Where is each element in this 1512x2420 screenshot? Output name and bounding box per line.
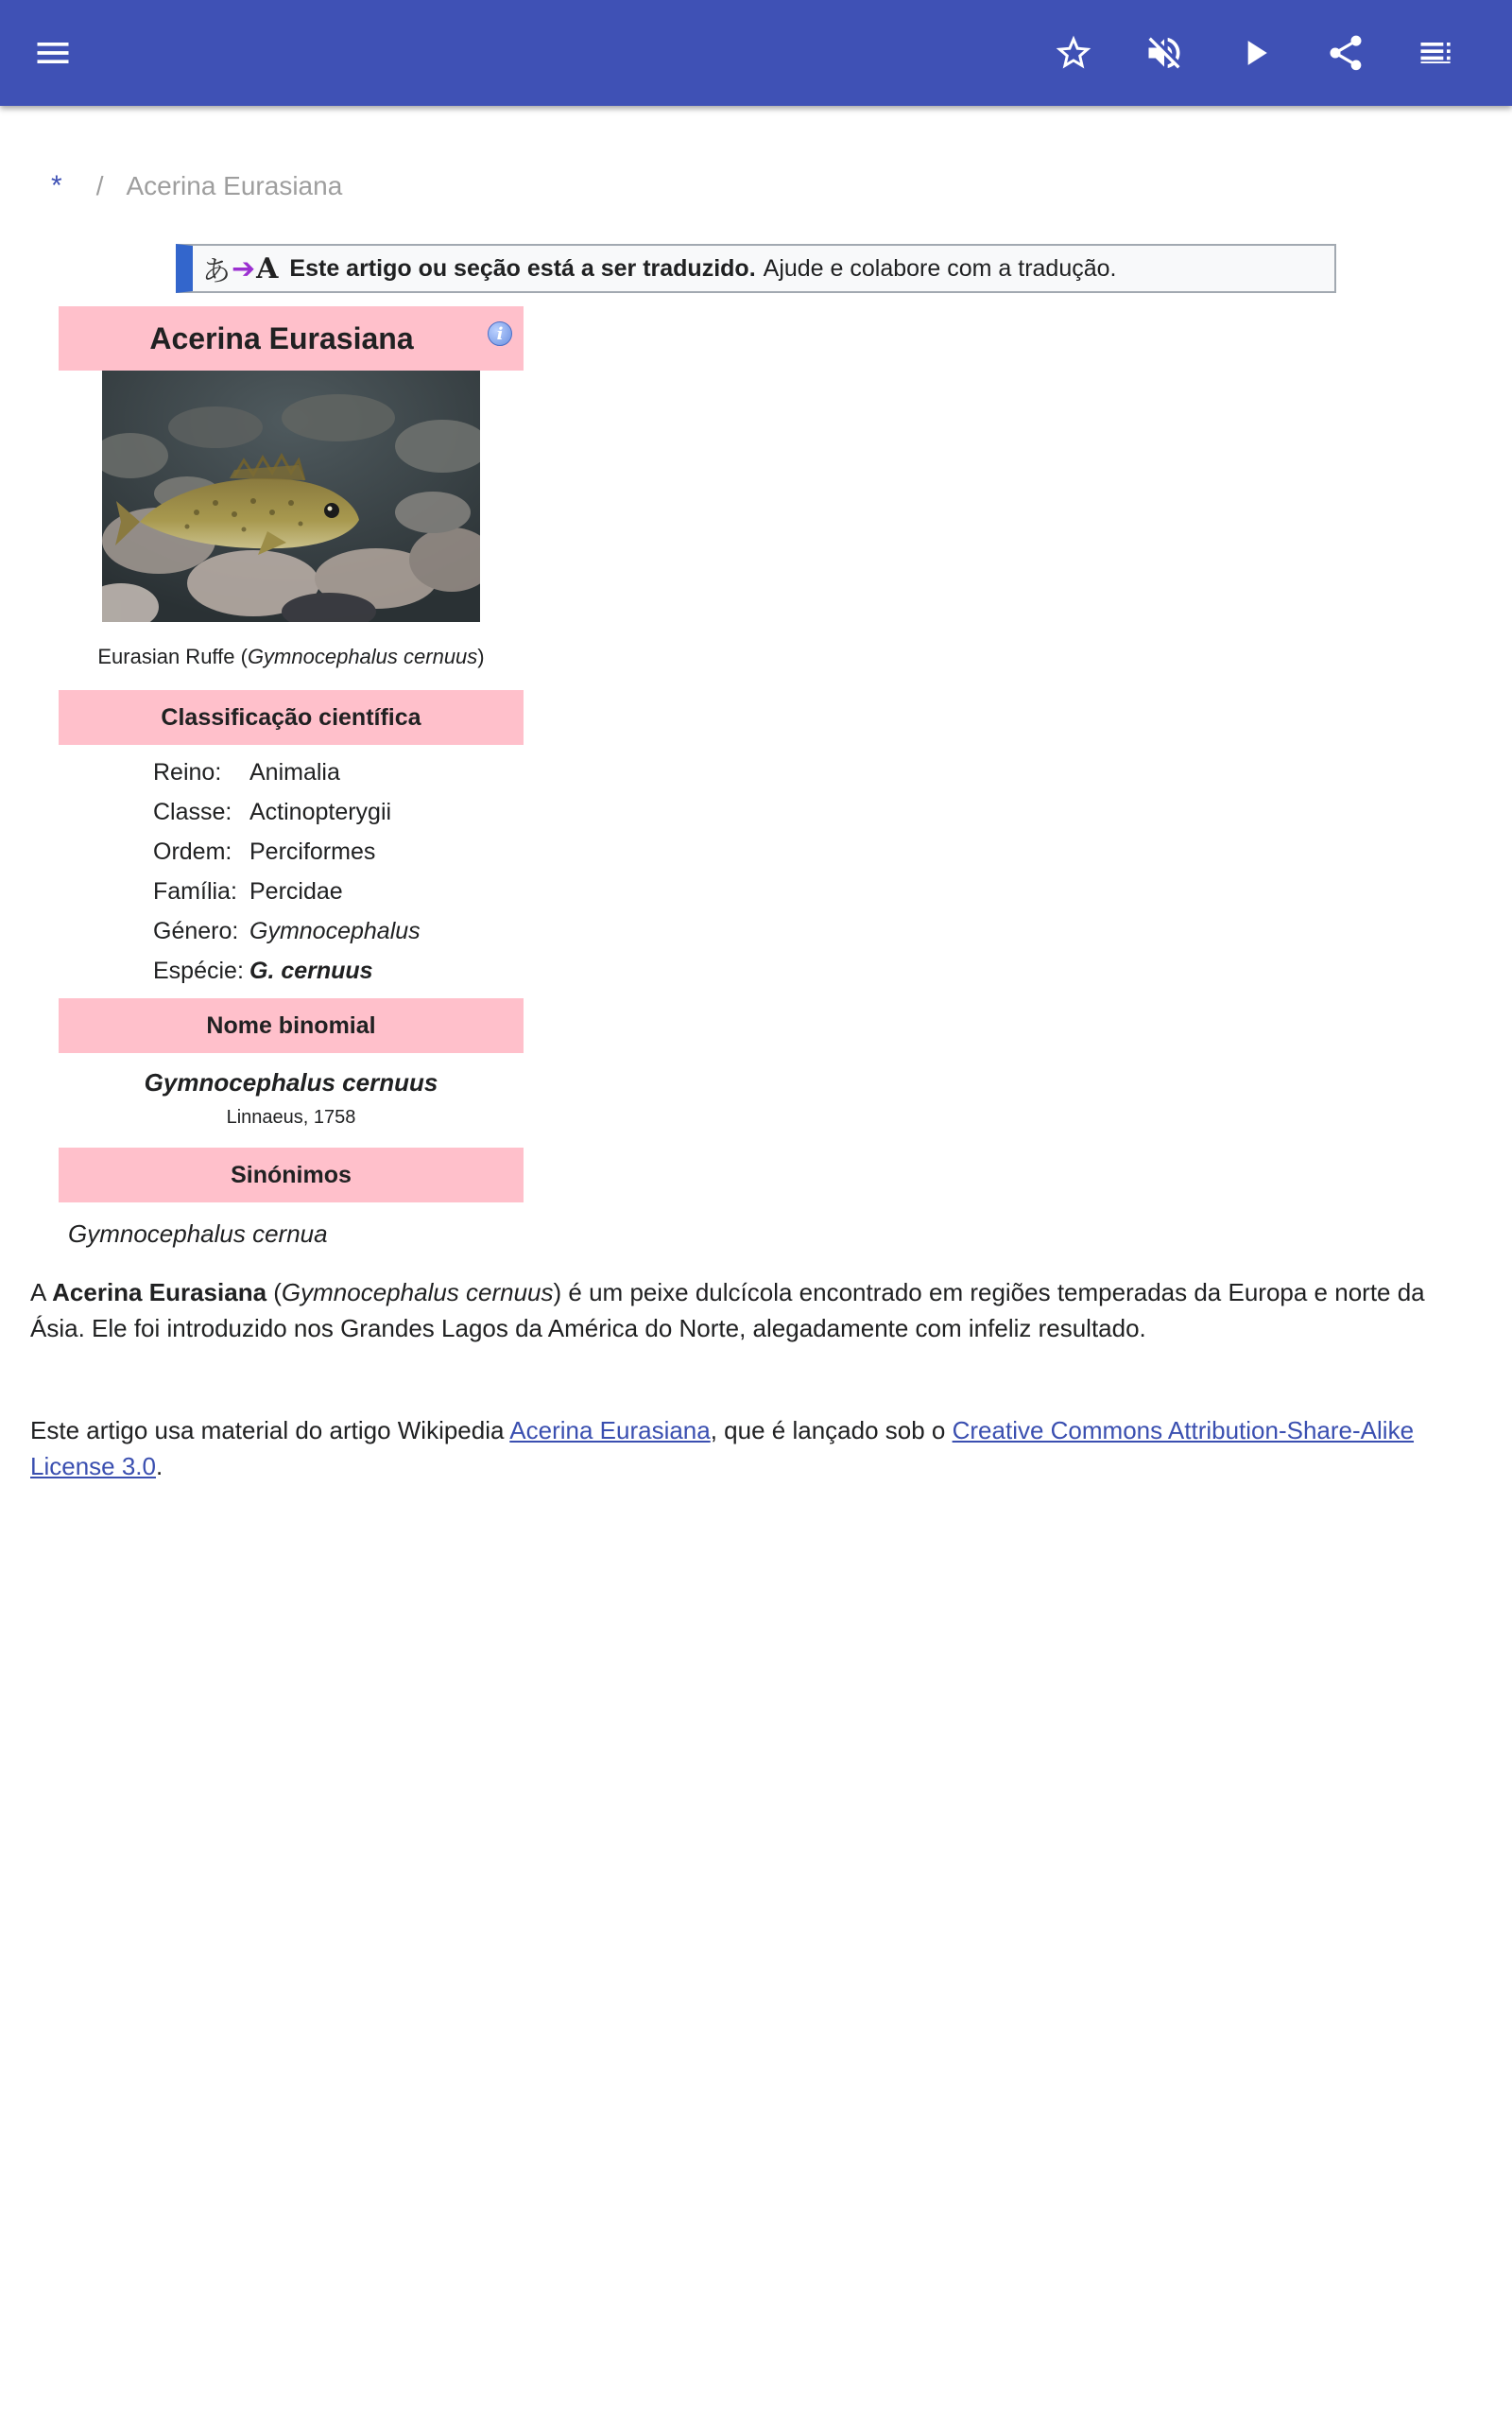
breadcrumb-current: Acerina Eurasiana: [126, 171, 343, 200]
article-paragraph: A Acerina Eurasiana (Gymnocephalus cernuus) é um peixe dulcícola encontrado em regiões temperadas da Europa e norte da Ásia. Ele foi introduzido nos Grandes Lagos da América do Norte, alegadamente com infeliz resultado.: [30, 1278, 1425, 1342]
license-link[interactable]: Creative Commons Attribution-Share-Alike License 3.0: [30, 1416, 1415, 1480]
taxonomy-row: Classe: Actinopterygii: [153, 798, 392, 825]
star-outline-icon[interactable]: [1045, 25, 1102, 81]
binomial-name: Gymnocephalus cernuus: [144, 1068, 438, 1097]
notice-bold-text: Este artigo ou seção está a ser traduzido.: [289, 254, 756, 282]
fish-photo[interactable]: [102, 371, 480, 622]
binomial-block: [59, 1053, 524, 1148]
volume-off-icon[interactable]: [1136, 25, 1193, 81]
playlist-icon[interactable]: [1408, 25, 1465, 81]
taxonomy-row: Espécie: G. cernuus: [153, 957, 373, 984]
breadcrumb-separator: /: [95, 171, 104, 200]
translate-icon: あ ➔ A: [202, 251, 279, 288]
binomial-header: Nome binomial: [59, 998, 524, 1053]
infobox: [59, 306, 524, 1249]
share-icon[interactable]: [1317, 25, 1374, 81]
taxonomy-row: Reino: Animalia: [153, 758, 340, 786]
breadcrumb-home-link[interactable]: *: [51, 170, 62, 201]
synonym: Gymnocephalus cernua: [68, 1219, 328, 1248]
binomial-authority: Linnaeus, 1758: [226, 1107, 356, 1128]
infobox-title: Acerina Eurasiana i: [59, 306, 524, 371]
notice-text: Ajude e colabore com a tradução.: [763, 254, 1117, 282]
taxonomy-row: Ordem: Perciformes: [153, 838, 376, 865]
wikipedia-article-link[interactable]: Acerina Eurasiana: [509, 1416, 711, 1444]
play-icon[interactable]: [1227, 25, 1283, 81]
info-icon[interactable]: i: [488, 321, 512, 346]
breadcrumb: [51, 170, 342, 202]
license-paragraph: Este artigo usa material do artigo Wikipedia Acerina Eurasiana, que é lançado sob o Creative Commons Attribution-Share-Alike License 3.0.: [30, 1416, 1415, 1480]
translation-notice: [176, 244, 1336, 293]
menu-icon[interactable]: [25, 25, 81, 81]
taxonomy-list: [153, 752, 524, 991]
taxonomy-row: Família: Percidae: [153, 877, 343, 905]
synonyms-header: Sinónimos: [59, 1148, 524, 1202]
classification-header: Classificação científica: [59, 690, 524, 745]
app-bar: [0, 0, 1512, 106]
taxonomy-row: Género: Gymnocephalus: [153, 917, 421, 944]
image-caption: Eurasian Ruffe (Gymnocephalus cernuus): [97, 645, 485, 668]
